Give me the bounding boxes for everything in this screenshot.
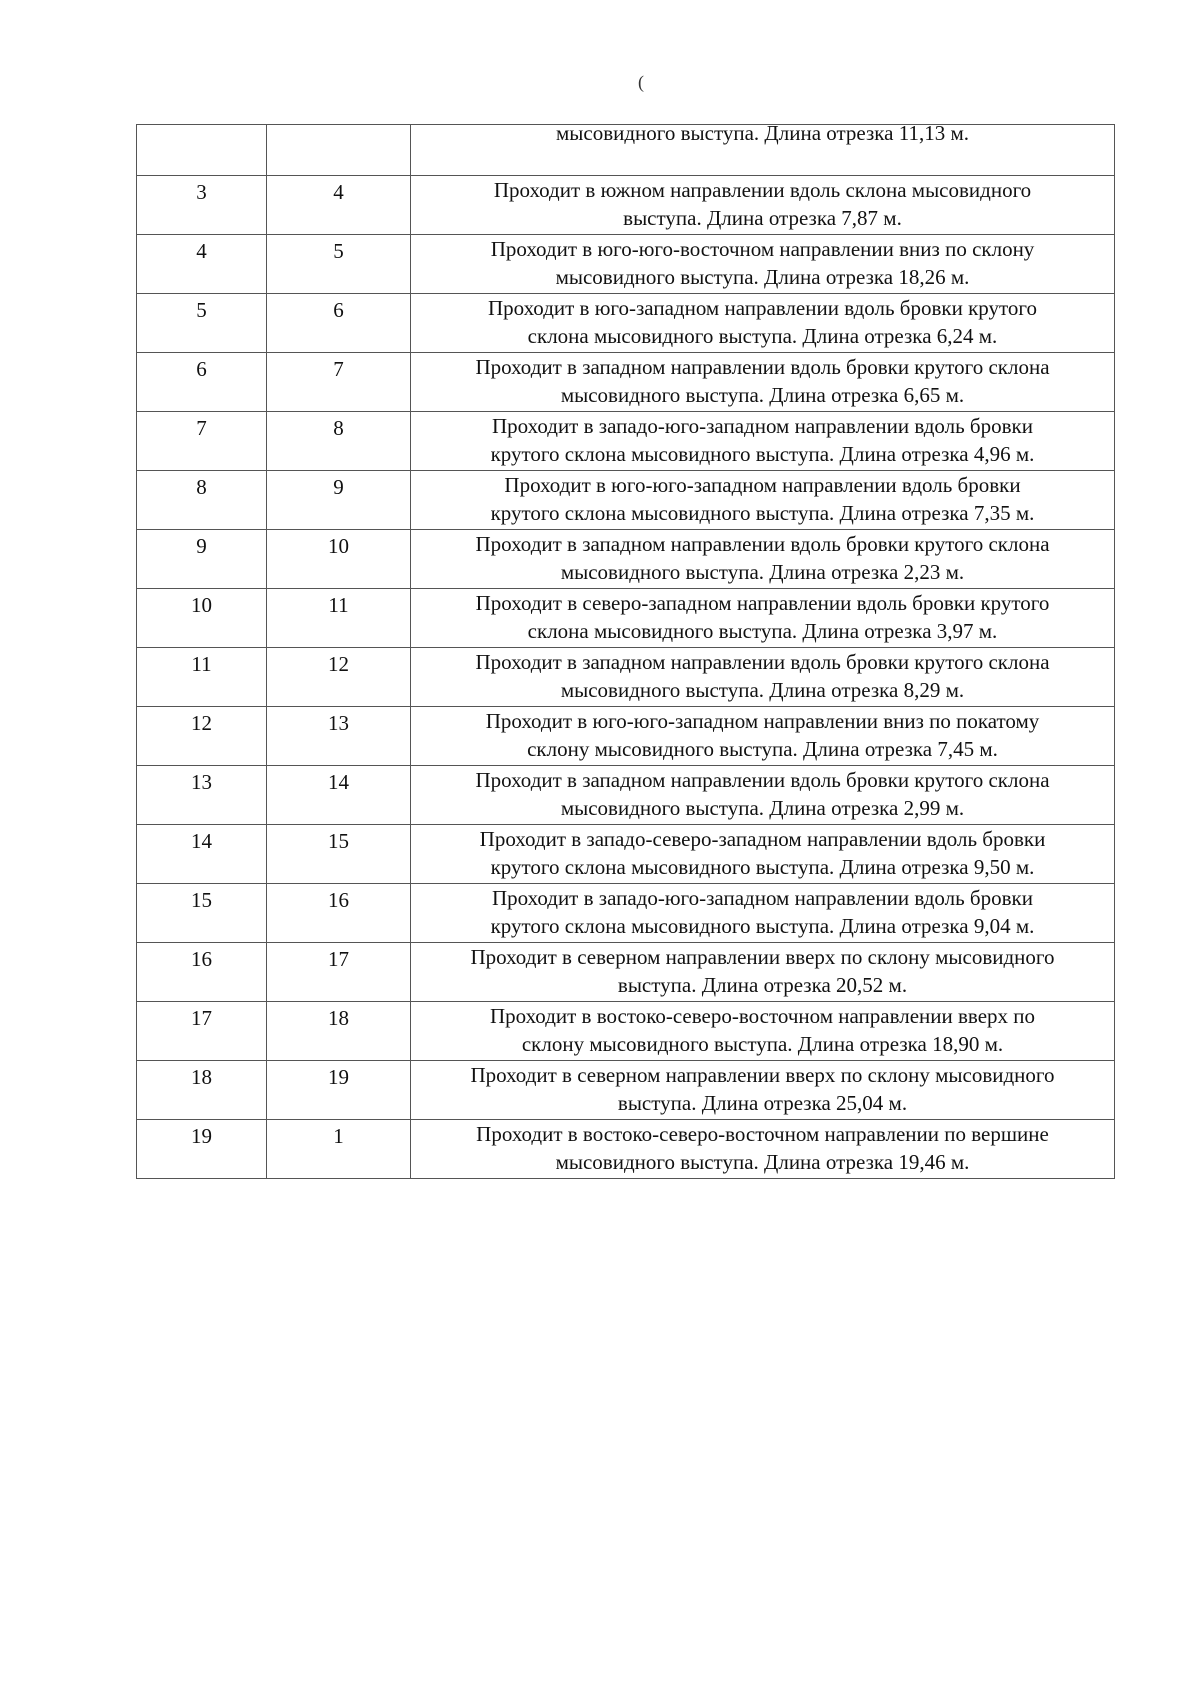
description-line: мысовидного выступа. Длина отрезка 18,26 м. bbox=[555, 265, 970, 289]
table-row-continued bbox=[137, 125, 1115, 176]
segment-description-cell bbox=[411, 1002, 1115, 1061]
description-line: Проходит в востоко-северо-восточном направлении вверх по bbox=[489, 1004, 1036, 1028]
to-point-cell: 10 bbox=[267, 530, 411, 589]
description-line: Проходит в южном направлении вдоль склона мысовидного bbox=[493, 178, 1032, 202]
description-line: мысовидного выступа. Длина отрезка 11,13 м. bbox=[555, 121, 970, 145]
table-row bbox=[137, 707, 1115, 766]
from-point-cell: 8 bbox=[137, 471, 267, 530]
to-point-cell: 17 bbox=[267, 943, 411, 1002]
segment-description-cell bbox=[411, 943, 1115, 1002]
segment-description-cell bbox=[411, 825, 1115, 884]
description-line: склона мысовидного выступа. Длина отрезка 6,24 м. bbox=[527, 324, 998, 348]
to-point-cell bbox=[267, 125, 411, 176]
description-line: Проходит в западном направлении вдоль бровки крутого склона bbox=[475, 650, 1050, 674]
from-point-cell: 12 bbox=[137, 707, 267, 766]
table-row bbox=[137, 943, 1115, 1002]
description-line: крутого склона мысовидного выступа. Длина отрезка 4,96 м. bbox=[490, 442, 1035, 466]
to-point-cell: 19 bbox=[267, 1061, 411, 1120]
description-line: мысовидного выступа. Длина отрезка 2,99 м. bbox=[560, 796, 965, 820]
from-point-cell: 6 bbox=[137, 353, 267, 412]
description-line: Проходит в юго-юго-восточном направлении вниз по склону bbox=[490, 237, 1035, 261]
segment-description-cell bbox=[411, 471, 1115, 530]
description-line: выступа. Длина отрезка 20,52 м. bbox=[617, 973, 908, 997]
to-point-cell: 13 bbox=[267, 707, 411, 766]
description-line: мысовидного выступа. Длина отрезка 8,29 м. bbox=[560, 678, 965, 702]
from-point-cell: 19 bbox=[137, 1120, 267, 1179]
from-point-cell: 13 bbox=[137, 766, 267, 825]
to-point-cell: 11 bbox=[267, 589, 411, 648]
from-point-cell: 5 bbox=[137, 294, 267, 353]
from-point-cell: 18 bbox=[137, 1061, 267, 1120]
to-point-cell: 4 bbox=[267, 176, 411, 235]
from-point-cell: 15 bbox=[137, 884, 267, 943]
description-line: мысовидного выступа. Длина отрезка 19,46 м. bbox=[555, 1150, 970, 1174]
description-line: Проходит в западном направлении вдоль бровки крутого склона bbox=[475, 355, 1050, 379]
table-row bbox=[137, 1002, 1115, 1061]
table-body bbox=[137, 121, 1115, 1179]
description-line: Проходит в западном направлении вдоль бровки крутого склона bbox=[475, 768, 1050, 792]
boundary-segments-table bbox=[136, 121, 1115, 1179]
to-point-cell: 12 bbox=[267, 648, 411, 707]
table-row bbox=[137, 648, 1115, 707]
description-line: склону мысовидного выступа. Длина отрезка 18,90 м. bbox=[521, 1032, 1004, 1056]
segment-description-cell bbox=[411, 176, 1115, 235]
description-line: Проходит в западо-юго-западном направлении вдоль бровки bbox=[492, 886, 1033, 910]
to-point-cell: 15 bbox=[267, 825, 411, 884]
segment-description-cell bbox=[411, 235, 1115, 294]
table-row bbox=[137, 766, 1115, 825]
from-point-cell: 10 bbox=[137, 589, 267, 648]
table-row bbox=[137, 884, 1115, 943]
to-point-cell: 18 bbox=[267, 1002, 411, 1061]
from-point-cell: 9 bbox=[137, 530, 267, 589]
description-line: крутого склона мысовидного выступа. Длина отрезка 9,04 м. bbox=[490, 914, 1035, 938]
description-line: Проходит в юго-юго-западном направлении вниз по покатому bbox=[485, 709, 1040, 733]
segment-description-cell bbox=[411, 1061, 1115, 1120]
description-line: Проходит в юго-западном направлении вдоль бровки крутого bbox=[487, 296, 1038, 320]
table-row bbox=[137, 353, 1115, 412]
table-row bbox=[137, 589, 1115, 648]
table-row bbox=[137, 1120, 1115, 1179]
to-point-cell: 1 bbox=[267, 1120, 411, 1179]
description-line: Проходит в северном направлении вверх по склону мысовидного bbox=[470, 945, 1055, 969]
description-line: крутого склона мысовидного выступа. Длина отрезка 7,35 м. bbox=[490, 501, 1035, 525]
to-point-cell: 14 bbox=[267, 766, 411, 825]
segment-description-cell bbox=[411, 530, 1115, 589]
to-point-cell: 16 bbox=[267, 884, 411, 943]
page-marker: ( bbox=[638, 72, 644, 92]
table-row bbox=[137, 412, 1115, 471]
to-point-cell: 8 bbox=[267, 412, 411, 471]
table-row bbox=[137, 235, 1115, 294]
description-line: крутого склона мысовидного выступа. Длина отрезка 9,50 м. bbox=[490, 855, 1035, 879]
description-line: склона мысовидного выступа. Длина отрезка 3,97 м. bbox=[527, 619, 998, 643]
table-row bbox=[137, 530, 1115, 589]
description-line: выступа. Длина отрезка 25,04 м. bbox=[617, 1091, 908, 1115]
segment-description-cell bbox=[411, 294, 1115, 353]
to-point-cell: 5 bbox=[267, 235, 411, 294]
table-row bbox=[137, 1061, 1115, 1120]
from-point-cell: 11 bbox=[137, 648, 267, 707]
segment-description-cell bbox=[411, 648, 1115, 707]
to-point-cell: 9 bbox=[267, 471, 411, 530]
segment-description-cell bbox=[411, 884, 1115, 943]
from-point-cell: 17 bbox=[137, 1002, 267, 1061]
segment-description-cell bbox=[411, 353, 1115, 412]
description-line: Проходит в юго-юго-западном направлении вдоль бровки bbox=[504, 473, 1021, 497]
segment-description-cell bbox=[411, 589, 1115, 648]
to-point-cell: 7 bbox=[267, 353, 411, 412]
description-line: мысовидного выступа. Длина отрезка 2,23 м. bbox=[560, 560, 965, 584]
description-line: мысовидного выступа. Длина отрезка 6,65 м. bbox=[560, 383, 965, 407]
segment-description-cell bbox=[411, 121, 1115, 176]
from-point-cell: 14 bbox=[137, 825, 267, 884]
from-point-cell: 3 bbox=[137, 176, 267, 235]
description-line: выступа. Длина отрезка 7,87 м. bbox=[623, 206, 902, 230]
segment-description-cell bbox=[411, 766, 1115, 825]
description-line: склону мысовидного выступа. Длина отрезка 7,45 м. bbox=[527, 737, 998, 761]
segment-description-cell bbox=[411, 412, 1115, 471]
table-row bbox=[137, 294, 1115, 353]
segment-description-cell bbox=[411, 707, 1115, 766]
from-point-cell: 4 bbox=[137, 235, 267, 294]
to-point-cell: 6 bbox=[267, 294, 411, 353]
segment-description-cell bbox=[411, 1120, 1115, 1179]
from-point-cell bbox=[137, 125, 267, 176]
description-line: Проходит в востоко-северо-восточном направлении по вершине bbox=[476, 1122, 1049, 1146]
table-row bbox=[137, 471, 1115, 530]
table-row bbox=[137, 176, 1115, 235]
from-point-cell: 16 bbox=[137, 943, 267, 1002]
description-line: Проходит в западном направлении вдоль бровки крутого склона bbox=[475, 532, 1050, 556]
description-line: Проходит в западо-северо-западном направлении вдоль бровки bbox=[479, 827, 1046, 851]
description-line: Проходит в северном направлении вверх по склону мысовидного bbox=[470, 1063, 1055, 1087]
table-row bbox=[137, 825, 1115, 884]
from-point-cell: 7 bbox=[137, 412, 267, 471]
description-line: Проходит в северо-западном направлении вдоль бровки крутого bbox=[475, 591, 1050, 615]
description-line: Проходит в западо-юго-западном направлении вдоль бровки bbox=[492, 414, 1033, 438]
